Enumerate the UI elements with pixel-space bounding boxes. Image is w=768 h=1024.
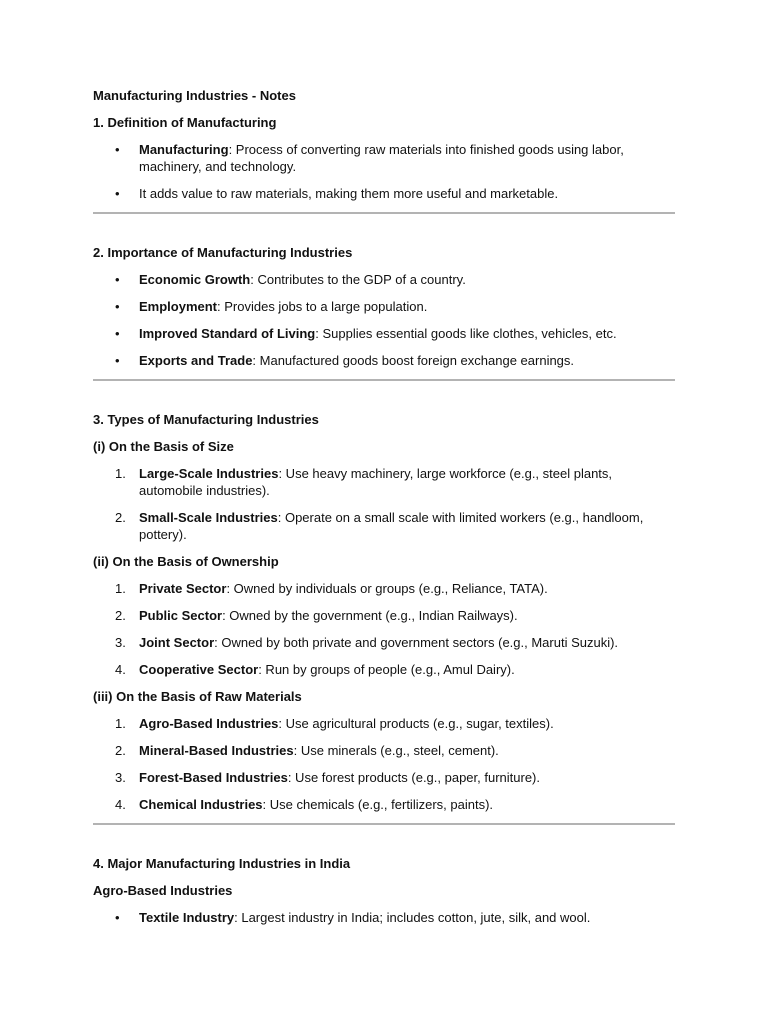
item-term: Forest-Based Industries — [139, 770, 288, 785]
section-heading-types: 3. Types of Manufacturing Industries — [93, 412, 319, 427]
subsection-heading-size: (i) On the Basis of Size — [93, 439, 234, 454]
item-number: 1. — [115, 581, 126, 596]
list-item — [93, 271, 675, 288]
item-number: 1. — [115, 716, 126, 731]
section-divider — [93, 212, 675, 214]
item-text: : Largest industry in India; includes cotton, jute, silk, and wool. — [234, 910, 591, 925]
item-term: Employment — [139, 299, 218, 314]
item-text: : Contributes to the GDP of a country. — [250, 272, 466, 287]
item-term: Economic Growth — [139, 272, 251, 287]
section-divider — [93, 379, 675, 381]
item-number: 2. — [115, 608, 126, 623]
item-term: Private Sector — [139, 581, 227, 596]
subsection-heading-agro-based: Agro-Based Industries — [93, 883, 233, 898]
document-body — [93, 87, 675, 936]
item-number: 1. — [115, 466, 126, 481]
bullet-icon: • — [115, 186, 120, 201]
item-text: : Provides jobs to a large population. — [217, 299, 428, 314]
item-term: Exports and Trade — [139, 353, 253, 368]
section-heading-major-industries: 4. Major Manufacturing Industries in India — [93, 856, 351, 871]
item-text: : Process of converting raw materials into finished goods using labor, machinery, and technology. — [139, 142, 624, 174]
bullet-list — [93, 909, 675, 926]
bullet-icon: • — [115, 272, 120, 287]
numbered-list — [93, 465, 675, 543]
bullet-icon: • — [115, 353, 120, 368]
item-text: : Use heavy machinery, large workforce (e.g., steel plants, automobile industries). — [139, 466, 613, 498]
list-item — [93, 352, 675, 369]
list-item — [93, 298, 675, 315]
section-heading-importance: 2. Importance of Manufacturing Industries — [93, 245, 353, 260]
item-term: Joint Sector — [139, 635, 215, 650]
list-item — [93, 661, 675, 678]
item-text: : Manufactured goods boost foreign exchange earnings. — [252, 353, 575, 368]
item-text: It adds value to raw materials, making them more useful and marketable. — [139, 186, 559, 201]
list-item — [93, 796, 675, 813]
list-item — [93, 634, 675, 651]
item-text: : Run by groups of people (e.g., Amul Dairy). — [258, 662, 515, 677]
subsection-heading-raw-materials: (iii) On the Basis of Raw Materials — [93, 689, 302, 704]
item-number: 3. — [115, 635, 126, 650]
item-text: : Use chemicals (e.g., fertilizers, paints). — [262, 797, 494, 812]
item-term: Improved Standard of Living — [139, 326, 316, 341]
list-item — [93, 580, 675, 597]
item-text: : Use agricultural products (e.g., sugar, textiles). — [278, 716, 554, 731]
item-term: Cooperative Sector — [139, 662, 259, 677]
item-number: 3. — [115, 770, 126, 785]
list-item — [93, 909, 675, 926]
item-term: Textile Industry — [139, 910, 235, 925]
list-item — [93, 742, 675, 759]
bullet-icon: • — [115, 142, 120, 157]
list-item — [93, 607, 675, 624]
item-text: : Operate on a small scale with limited workers (e.g., handloom, pottery). — [139, 510, 644, 542]
item-text: : Owned by the government (e.g., Indian Railways). — [222, 608, 518, 623]
bullet-icon: • — [115, 299, 120, 314]
list-item — [93, 465, 675, 499]
list-item — [93, 509, 675, 543]
list-item — [93, 325, 675, 342]
item-number: 2. — [115, 743, 126, 758]
subsection-heading-ownership: (ii) On the Basis of Ownership — [93, 554, 279, 569]
bullet-list — [93, 141, 675, 202]
item-term: Small-Scale Industries — [139, 510, 278, 525]
list-item — [93, 141, 675, 175]
list-item — [93, 185, 675, 202]
item-text: : Use forest products (e.g., paper, furniture). — [287, 770, 541, 785]
item-number: 4. — [115, 797, 126, 812]
item-term: Chemical Industries — [139, 797, 263, 812]
item-text: : Owned by both private and government sectors (e.g., Maruti Suzuki). — [214, 635, 619, 650]
item-text: : Use minerals (e.g., steel, cement). — [293, 743, 499, 758]
list-item — [93, 715, 675, 732]
document-title: Manufacturing Industries - Notes — [93, 88, 296, 103]
bullet-icon: • — [115, 910, 120, 925]
section-divider — [93, 823, 675, 825]
item-term: Agro-Based Industries — [139, 716, 279, 731]
item-text: : Owned by individuals or groups (e.g., Reliance, TATA). — [226, 581, 548, 596]
item-text: : Supplies essential goods like clothes, vehicles, etc. — [315, 326, 617, 341]
item-term: Large-Scale Industries — [139, 466, 279, 481]
item-term: Manufacturing — [139, 142, 229, 157]
bullet-list — [93, 271, 675, 369]
bullet-icon: • — [115, 326, 120, 341]
numbered-list — [93, 580, 675, 678]
item-number: 2. — [115, 510, 126, 525]
item-term: Mineral-Based Industries — [139, 743, 294, 758]
section-heading-definition: 1. Definition of Manufacturing — [93, 115, 277, 130]
item-number: 4. — [115, 662, 126, 677]
item-term: Public Sector — [139, 608, 223, 623]
numbered-list — [93, 715, 675, 813]
list-item — [93, 769, 675, 786]
